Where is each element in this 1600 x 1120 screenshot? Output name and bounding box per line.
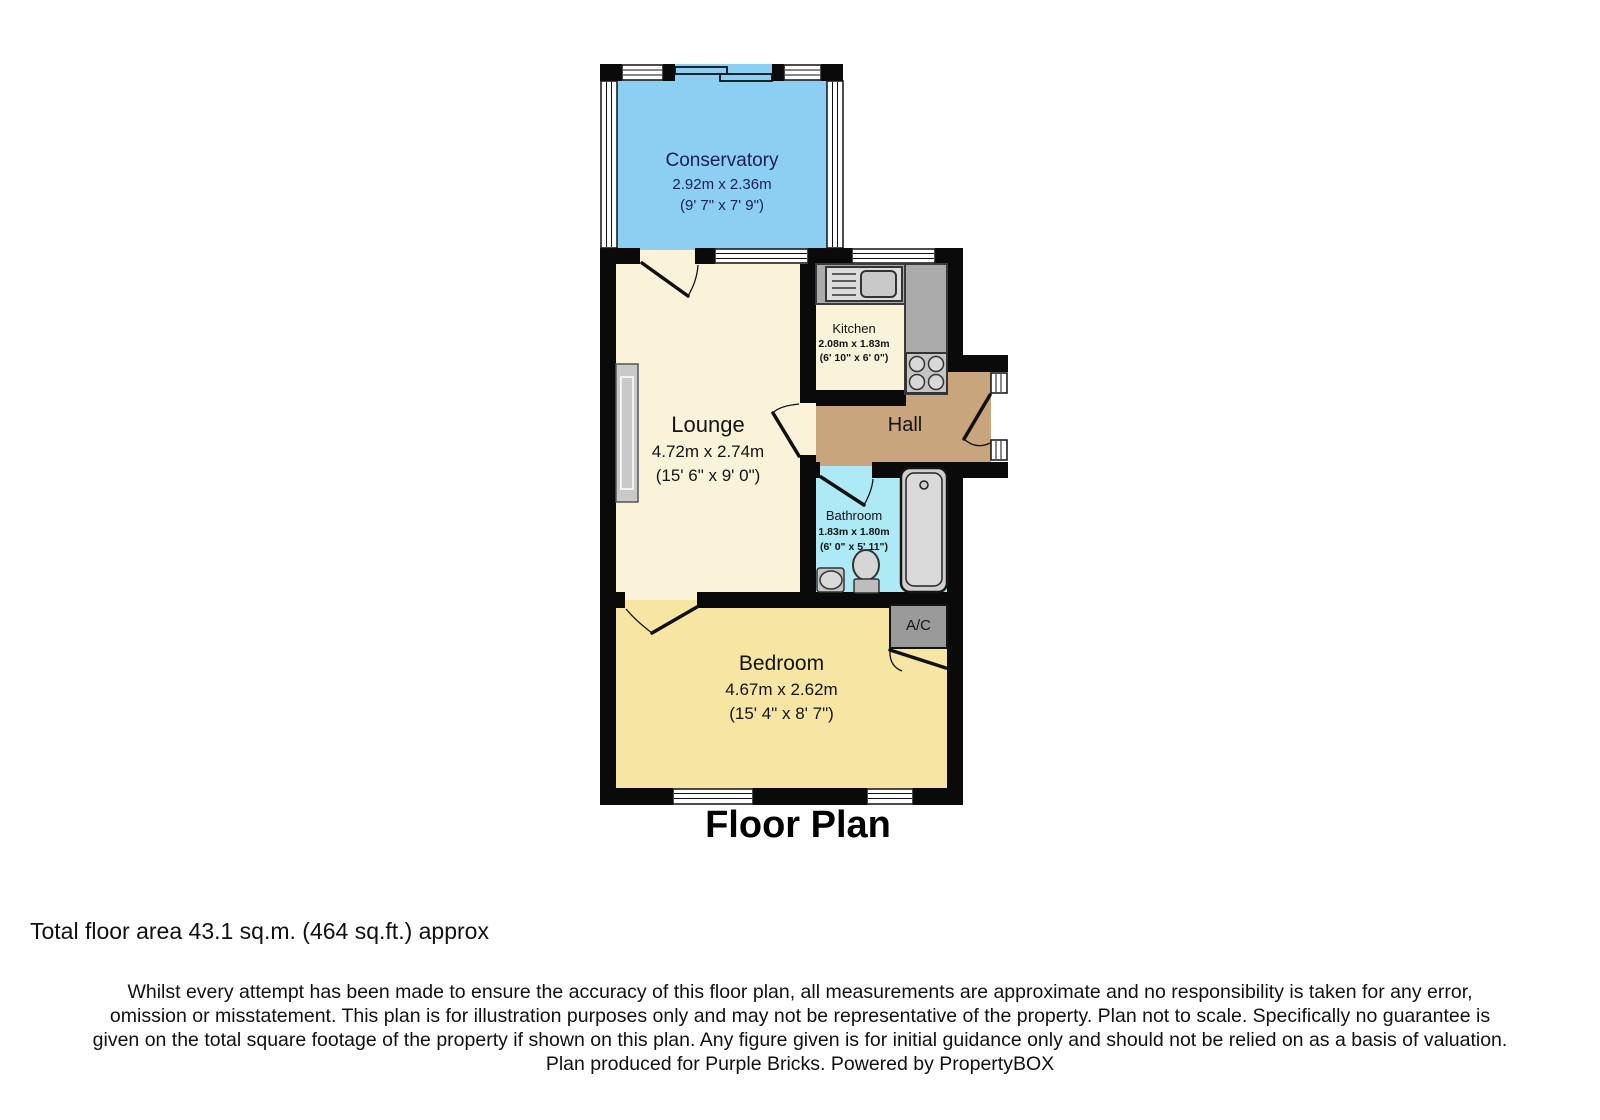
disclaimer [0, 980, 1600, 1076]
kitchen-name: Kitchen [832, 321, 876, 336]
kitchen-metric: 2.08m x 1.83m [818, 338, 890, 350]
bathroom-name: Bathroom [825, 508, 883, 523]
total-floor-area: Total floor area 43.1 sq.m. (464 sq.ft.) approx [30, 918, 489, 944]
entrance-sidelight-top [991, 373, 1007, 393]
conservatory-metric: 2.92m x 2.36m [672, 176, 772, 193]
conservatory-window-left [601, 81, 617, 248]
bedroom-label [616, 650, 947, 726]
bedroom-name: Bedroom [738, 652, 825, 675]
bedroom-imperial: (15' 4" x 8' 7") [729, 704, 834, 723]
hall-name: Hall [887, 414, 923, 436]
conservatory-name: Conservatory [665, 150, 779, 171]
bathroom-metric: 1.83m x 1.80m [818, 526, 890, 538]
bathtub [901, 468, 947, 592]
bedroom-window-right [867, 789, 913, 804]
ac-name: A/C [905, 617, 931, 634]
bedroom-metric: 4.67m x 2.62m [725, 680, 838, 699]
plan-title: Floor Plan [705, 804, 891, 846]
disclaimer-line-1: Whilst every attempt has been made to ensure the accuracy of this floor plan, all measurements are approximate and no responsibility is taken for any error, [127, 981, 1473, 1003]
ac-label [890, 616, 947, 636]
kitchen-sink [826, 267, 902, 301]
entrance-sidelight-bottom [991, 440, 1007, 460]
bedroom-window-left [673, 789, 753, 804]
kitchen-hob [906, 353, 947, 393]
wash-basin [817, 568, 844, 592]
lounge-metric: 4.72m x 2.74m [651, 442, 765, 461]
kitchen-label [806, 320, 902, 365]
toilet [853, 550, 879, 593]
hall-label [830, 412, 980, 438]
disclaimer-line-3: given on the total square footage of the property if shown on this plan. Any figure given is for initial guidance only and should not be relied on as a basis of valuation. [92, 1029, 1508, 1051]
lounge-label [616, 410, 800, 488]
bathroom-imperial: (6' 0" x 5' 11") [819, 541, 889, 553]
conservatory-window-top-left [622, 65, 663, 80]
conservatory-window-top-right [784, 65, 821, 80]
conservatory-window-right [827, 81, 843, 248]
disclaimer-line-4: Plan produced for Purple Bricks. Powered by PropertyBOX [545, 1053, 1055, 1075]
kitchen-imperial: (6' 10" x 6' 0") [819, 352, 889, 364]
kitchen-top-window [852, 249, 935, 263]
lounge-name: Lounge [671, 412, 745, 437]
lounge-imperial: (15' 6" x 9' 0") [655, 466, 761, 485]
disclaimer-line-2: omission or misstatement. This plan is for illustration purposes only and may not be representative of the property. Plan not to scale. Specifically no guarantee is [109, 1005, 1491, 1027]
conservatory-imperial: (9' 7" x 7' 9") [680, 197, 764, 214]
lounge-top-window [715, 249, 808, 263]
bathroom-label [810, 507, 898, 555]
conservatory-label [617, 148, 827, 216]
